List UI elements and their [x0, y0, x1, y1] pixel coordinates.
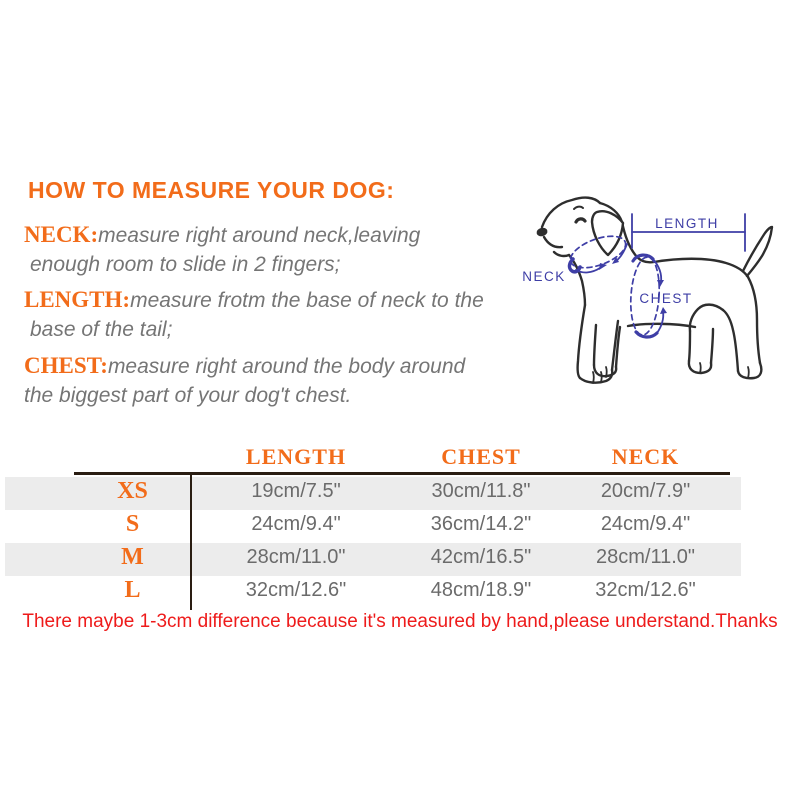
- neck-value: 20cm/7.9": [600, 480, 691, 502]
- table-row-xs: [74, 475, 730, 508]
- length-diagram-label: LENGTH: [655, 216, 719, 231]
- instruction-line: [24, 352, 504, 382]
- instruction-text: measure frotm the base of neck to the: [130, 289, 484, 312]
- chest-diagram-label: CHEST: [639, 291, 693, 306]
- chest-value: 42cm/16.5": [430, 546, 532, 568]
- size-table: [74, 444, 730, 607]
- size-label: M: [121, 544, 144, 570]
- neck-value: 24cm/9.4": [600, 513, 691, 535]
- disclaimer-note: There maybe 1-3cm difference because it's measured by hand,please understand.Thanks: [22, 611, 778, 632]
- size-label: L: [124, 577, 141, 603]
- neck-value: 32cm/12.6": [595, 579, 696, 601]
- instruction-text: enough room to slide in 2 fingers;: [30, 253, 341, 276]
- table-header-chest: CHEST: [441, 444, 521, 469]
- table-header-length: LENGTH: [245, 444, 347, 469]
- instruction-text: the biggest part of your dog't chest.: [24, 384, 352, 407]
- chest-value: 48cm/18.9": [430, 579, 532, 601]
- length-value: 28cm/11.0": [246, 546, 346, 568]
- instruction-line: [24, 221, 504, 251]
- neck-diagram-label: NECK: [522, 269, 566, 284]
- instruction-label: CHEST:: [24, 353, 108, 378]
- table-header-neck: NECK: [611, 444, 680, 469]
- table-header-blank: [74, 444, 191, 472]
- dog-measurement-diagram: [480, 175, 800, 415]
- table-row-s: [74, 508, 730, 541]
- instruction-text: measure right around the body around: [107, 355, 466, 378]
- size-label: S: [125, 511, 140, 537]
- instruction-label: LENGTH:: [24, 287, 131, 312]
- table-header-row: [74, 444, 730, 475]
- dog-nose: [536, 227, 549, 238]
- chest-value: 30cm/11.8": [431, 480, 531, 502]
- neck-value: 28cm/11.0": [595, 546, 695, 568]
- instruction-length: [24, 286, 504, 343]
- page-title: HOW TO MEASURE YOUR DOG:: [28, 177, 395, 203]
- instruction-text: measure right around neck,leaving: [98, 224, 421, 247]
- length-value: 24cm/9.4": [251, 513, 341, 535]
- instruction-label: NECK:: [24, 222, 99, 247]
- instruction-neck: [24, 221, 504, 278]
- length-value: 19cm/7.5": [251, 480, 341, 502]
- length-value: 32cm/12.6": [245, 579, 347, 601]
- table-row-l: [74, 574, 730, 607]
- size-label: XS: [117, 478, 148, 504]
- instruction-chest: [24, 352, 504, 409]
- instruction-text: base of the tail;: [30, 318, 173, 341]
- chest-value: 36cm/14.2": [430, 513, 532, 535]
- table-column-divider: [190, 474, 192, 610]
- instruction-line: [24, 286, 504, 316]
- table-row-m: [74, 541, 730, 574]
